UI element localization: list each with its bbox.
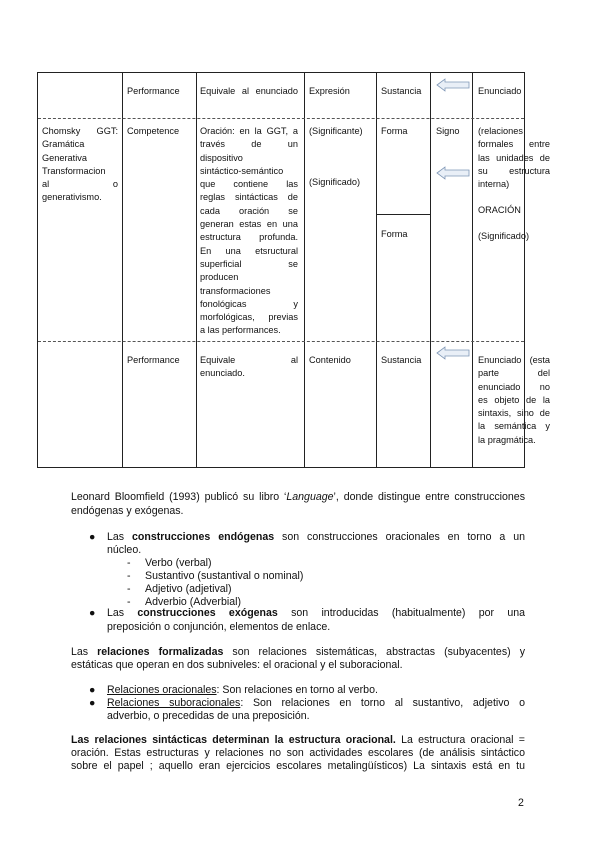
para1-line1 [71, 491, 525, 505]
enunciado-desc-line: es objeto de la [478, 394, 550, 405]
oracion-desc-line: dispositivo [200, 152, 243, 163]
r1-sustancia: Sustancia [381, 86, 422, 96]
page-number: 2 [518, 797, 524, 809]
r1-expresion: Expresión [309, 86, 350, 96]
para1-line2: endógenas y exógenas. [71, 505, 184, 517]
r1-performance: Performance [127, 86, 180, 96]
r2-significado: (Significado) [309, 177, 361, 187]
bullet4-line2: adverbio, o precedidas de una preposición. [107, 710, 310, 722]
oracion-desc-line: fonológicas y [200, 298, 298, 309]
bullet4-underlined: Relaciones suboracionales [107, 697, 241, 709]
chomsky-line: Chomsky GGT: [42, 126, 118, 136]
r1-equivale-text: Equivale al enunciado [200, 86, 298, 96]
bullet3-rest: : Son relaciones en torno al verbo. [216, 684, 378, 696]
sub-dash: - [127, 596, 131, 608]
chomsky-line: Transformacion [42, 165, 106, 176]
row-divider-2 [38, 341, 524, 342]
relaciones-line: formales entre [478, 139, 550, 150]
col-divider-5 [430, 73, 431, 467]
bullet1-line1 [107, 531, 525, 545]
bullet-dot: ● [89, 531, 96, 543]
r2-oracion-desc [200, 125, 298, 338]
enunciado-desc-line: enunciado no [478, 381, 550, 392]
r3-enunciado [478, 354, 550, 447]
para2-bold: relaciones formalizadas [97, 646, 224, 658]
oracion-desc-line: En una etsructural [200, 245, 298, 256]
r2-significado-right: (Significado) [478, 231, 530, 241]
bullet-dot: ● [89, 697, 96, 709]
forma-divider [376, 214, 430, 215]
subitem-adverbio: Adverbio (Adverbial) [145, 596, 241, 608]
para3-bold: Las relaciones sintácticas determinan la estructura oracional. [71, 734, 396, 746]
oracion-desc-line: morfológicas, previas [200, 312, 298, 323]
bullet2-prefix: Las [107, 607, 138, 619]
oracion-desc-line: que contiene las [200, 179, 298, 190]
para3-line2: oración. Estas estructuras y relaciones no son actividades escolares (de análisis sintáctico [71, 747, 525, 759]
r2-signo: Signo [436, 126, 460, 136]
para1-text-b: ’, donde distingue entre construcciones [333, 491, 525, 503]
col-divider-1 [122, 73, 123, 467]
equivale-line: Equivale al [200, 355, 298, 365]
r3-contenido: Contenido [309, 355, 351, 365]
r2-relaciones [478, 125, 550, 191]
oracion-desc-line: superficial se [200, 258, 298, 269]
para2-prefix: Las [71, 646, 98, 658]
para2-line2: estáticas que operan en dos subniveles: el oracional y el suboracional. [71, 659, 403, 671]
sub-dash: - [127, 583, 131, 595]
left-arrow-icon [436, 78, 470, 92]
oracion-desc-line: cada oración se [200, 205, 298, 216]
oracion-desc-line: estructura profunda. [200, 232, 298, 243]
chomsky-line: al o [42, 179, 118, 190]
para2-rest: son relaciones sistemáticas, abstractas (subyacentes) y [223, 646, 525, 658]
bullet2-line2: preposición o conjunción, elementos de enlace. [107, 621, 331, 633]
enunciado-desc-line: la pragmática. [478, 434, 536, 445]
para3-line1 [71, 734, 525, 748]
sub-dash: - [127, 570, 131, 582]
bullet3-underlined: Relaciones oracionales [107, 684, 217, 696]
subitem-sustantivo: Sustantivo (sustantival o nominal) [145, 570, 304, 582]
oracion-desc-line: transformaciones [200, 285, 271, 296]
col-divider-4 [376, 73, 377, 467]
bullet4-rest: : Son relaciones en torno al sustantivo, adjetivo o [240, 697, 525, 709]
enunciado-desc-line: Enunciado (esta [478, 355, 550, 365]
oracion-desc-line: sintáctico-semántico [200, 165, 284, 176]
bullet1-rest: son construcciones oracionales en torno a un [274, 531, 526, 543]
bullet-dot: ● [89, 684, 96, 696]
r2-competence: Competence [127, 126, 180, 136]
oracion-desc-line: a las performances. [200, 325, 281, 336]
relaciones-line: interna) [478, 179, 510, 190]
col-divider-6 [472, 73, 473, 467]
bullet2-bold: construcciones exógenas [137, 607, 278, 619]
r2-chomsky [42, 125, 118, 205]
r3-equivale [200, 354, 298, 381]
subitem-adjetivo: Adjetivo (adjetival) [145, 583, 232, 595]
bullet1-line2: núcleo. [107, 544, 142, 556]
chomsky-line: Generativa [42, 152, 87, 163]
para1-text-a: Leonard Bloomfield (1993) publicó su libro ‘ [71, 491, 287, 503]
equivale-line: enunciado. [200, 368, 245, 379]
oracion-desc-line: producen [200, 272, 239, 283]
r1-equivale [200, 85, 298, 98]
bullet1-bold: construcciones endógenas [132, 531, 275, 543]
left-arrow-icon [436, 166, 470, 180]
enunciado-desc-line: parte del [478, 368, 550, 379]
row-divider-1 [38, 118, 524, 119]
book-title: Language [286, 491, 334, 503]
chomsky-line: Gramática [42, 139, 85, 150]
chomsky-line: generativismo. [42, 192, 102, 203]
bullet-dot: ● [89, 607, 96, 619]
col-divider-3 [304, 73, 305, 467]
r3-sustancia: Sustancia [381, 355, 422, 365]
r2-significante: (Significante) [309, 126, 363, 136]
subitem-verbo: Verbo (verbal) [145, 557, 212, 569]
r2-forma-top: Forma [381, 126, 408, 136]
relaciones-line: su estructura [478, 165, 550, 176]
bullet3-line1 [107, 684, 378, 698]
enunciado-desc-line: la semántica y [478, 421, 550, 432]
oracion-desc-line: reglas sintácticas de [200, 192, 298, 203]
para3-rest: La estructura oracional = [395, 734, 525, 746]
para3-line3: sobre el papel ; aquello eran ejercicios escolares metalingüísticos) La sintaxis está en tu [71, 760, 525, 772]
r2-forma-bottom: Forma [381, 229, 408, 239]
r1-enunciado: Enunciado [478, 86, 522, 96]
sub-dash: - [127, 557, 131, 569]
bullet1-prefix: Las [107, 531, 132, 543]
oracion-desc-line: través de un [200, 139, 298, 150]
oracion-desc-line: generan estas en una [200, 219, 298, 230]
para2-line1 [71, 646, 525, 660]
relaciones-line: las unidades de [478, 152, 550, 163]
oracion-desc-line: Oración: en la GGT, a [200, 126, 298, 136]
r2-oracion-label: ORACIÓN [478, 205, 521, 215]
bullet4-line1 [107, 697, 525, 711]
enunciado-desc-line: sintaxis, sino de [478, 408, 550, 419]
bullet2-rest: son introducidas (habitualmente) por una [277, 607, 525, 619]
col-divider-2 [196, 73, 197, 467]
r3-performance: Performance [127, 355, 180, 365]
relaciones-line: (relaciones [478, 126, 523, 136]
bullet2-line1 [107, 607, 525, 621]
left-arrow-icon [436, 346, 470, 360]
